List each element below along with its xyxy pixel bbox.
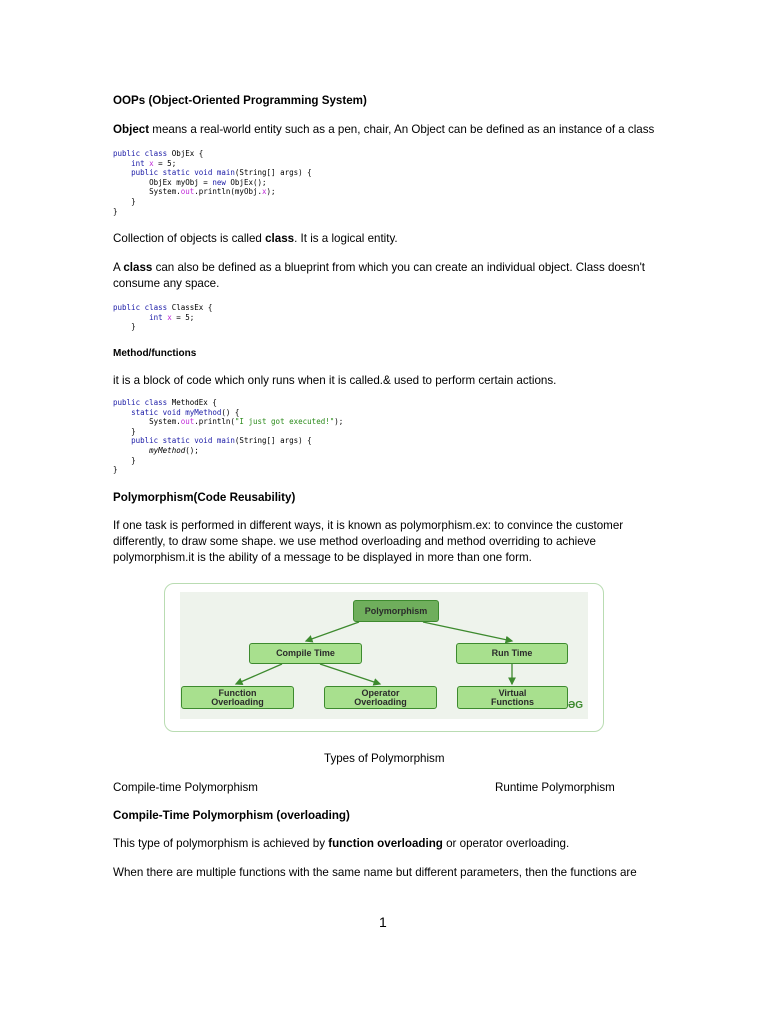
diagram-caption: Types of Polymorphism — [324, 752, 445, 765]
diagram-panel — [180, 592, 588, 719]
page-number: 1 — [379, 914, 387, 930]
node-operator-overloading: Operator Overloading — [324, 686, 437, 709]
polymorphism-heading: Polymorphism(Code Reusability) — [113, 491, 296, 504]
connector-root-runtime — [423, 622, 512, 641]
compile-time-paragraph: This type of polymorphism is achieved by function overloading or operator overloading. — [113, 837, 570, 850]
node-function-overloading: Function Overloading — [181, 686, 294, 709]
object-term: Object — [113, 123, 150, 136]
object-definition: means a real-world entity such as a pen, chair, An Object can be defined as an instance of a class — [149, 123, 655, 136]
overloading-paragraph: When there are multiple functions with the same name but different parameters, then the functions are — [113, 866, 637, 879]
class-paragraph-1: Collection of objects is called class. It is a logical entity. — [113, 232, 398, 245]
gfg-logo-icon: ƏG — [568, 700, 584, 711]
node-polymorphism: Polymorphism — [353, 600, 439, 622]
node-run-time: Run Time — [456, 643, 568, 664]
class-paragraph-2: A class can also be defined as a blueprint from which you can create an individual object. Class doesn't consume any space. — [113, 261, 646, 290]
code-block-methodex: public class MethodEx { static void myMethod() { System.out.println("I just got executed!"); } public static void main(String[] args) { myMethod(); } } — [113, 398, 344, 475]
connector-compile-operator — [320, 664, 380, 684]
polymorphism-diagram — [164, 583, 604, 732]
node-compile-time: Compile Time — [249, 643, 362, 664]
runtime-label: Runtime Polymorphism — [495, 781, 615, 794]
polymorphism-paragraph: If one task is performed in different ways, it is known as polymorphism.ex: to convince the customer differently, to draw some shape. we use method overloading and method overriding to achieve polymorphism.it is the ability of a message to be displayed in more than one form. — [113, 519, 624, 564]
code-block-objex: public class ObjEx { int x = 5; public static void main(String[] args) { ObjEx myObj = new ObjEx(); System.out.println(myObj.x); } } — [113, 149, 312, 216]
method-paragraph: it is a block of code which only runs when it is called.& used to perform certain actions. — [113, 374, 557, 387]
connector-compile-function — [236, 664, 282, 684]
method-heading: Method/functions — [113, 348, 197, 359]
page-title: OOPs (Object-Oriented Programming System) — [113, 94, 367, 107]
code-block-classex: public class ClassEx { int x = 5; } — [113, 303, 213, 332]
connector-root-compile — [306, 622, 359, 641]
object-paragraph — [113, 122, 673, 138]
compile-time-heading: Compile-Time Polymorphism (overloading) — [113, 809, 350, 822]
compile-time-label: Compile-time Polymorphism — [113, 781, 258, 794]
node-virtual-functions: Virtual Functions — [457, 686, 568, 709]
